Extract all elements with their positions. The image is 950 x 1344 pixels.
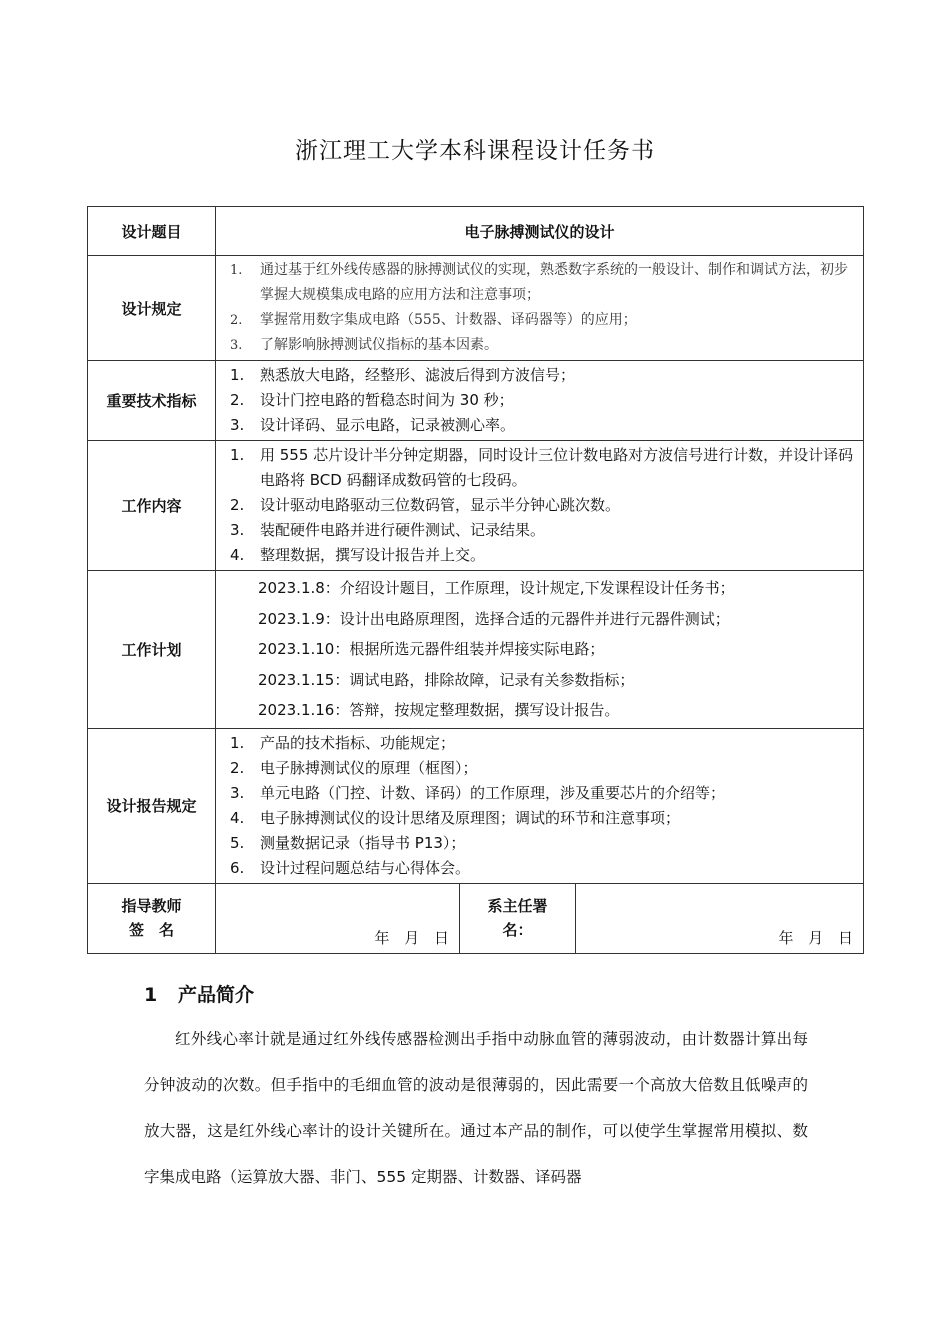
section-heading (144, 980, 254, 1007)
list-item: 2023.1.10：根据所选元器件组装并焊接实际电路； (258, 640, 605, 658)
section-number: 1 (144, 984, 158, 1006)
list-item: 3. 装配硬件电路并进行硬件测试、记录结果。 (230, 521, 546, 539)
section-title: 产品简介 (178, 984, 255, 1006)
row-specs (88, 361, 864, 441)
teacher-sign-label: 指导教师 签 名 (88, 883, 216, 953)
row-requirements (88, 256, 864, 361)
list-item: 2. 电子脉搏测试仪的原理（框图）； (230, 758, 478, 777)
plan-list (216, 571, 863, 728)
list-item: 3. 单元电路（门控、计数、译码）的工作原理，涉及重要芯片的介绍等； (230, 783, 726, 802)
specs-cell (216, 361, 864, 441)
list-item: 2023.1.16：答辩，按规定整理数据，撰写设计报告。 (258, 701, 620, 719)
paragraph: 红外线心率计就是通过红外线传感器检测出手指中动脉血管的薄弱波动，由计数器计算出每分钟波动的次数。但手指中的毛细血管的波动是很薄弱的，因此需要一个高放大倍数且低噪声的放大器，这是红外线心率计的设计关键所在。通过本产品的制作，可以使学生掌握常用模拟、数字集成电路（运算放大器、非门、555 定期器、计数器、译码器 (144, 1030, 808, 1186)
plan-cell (216, 571, 864, 729)
report-list (230, 731, 855, 881)
requirements-label: 设计规定 (88, 256, 216, 361)
dean-sign-date: 年 月 日 (778, 929, 856, 947)
report-cell (216, 728, 864, 883)
document-title: 浙江理工大学本科课程设计任务书 (295, 138, 655, 164)
row-plan (88, 571, 864, 729)
row-work (88, 441, 864, 571)
report-label: 设计报告规定 (88, 728, 216, 883)
section-body (144, 1016, 808, 1200)
specs-list (230, 363, 855, 438)
specs-label: 重要技术指标 (88, 361, 216, 441)
teacher-sign-cell (216, 883, 460, 953)
list-item: 1. 熟悉放大电路，经整形、滤波后得到方波信号； (230, 366, 576, 384)
list-item: 4. 整理数据，撰写设计报告并上交。 (230, 546, 486, 564)
topic-value: 电子脉搏测试仪的设计 (216, 207, 864, 256)
list-item: 2023.1.8：介绍设计题目，工作原理，设计规定,下发课程设计任务书； (258, 579, 735, 597)
list-item: 3. 了解影响脉搏测试仪指标的基本因素。 (230, 337, 498, 353)
list-item: 6. 设计过程问题总结与心得体会。 (230, 858, 471, 877)
task-table (87, 206, 864, 954)
row-topic (88, 207, 864, 256)
list-item: 2. 掌握常用数字集成电路（555、计数器、译码器等）的应用； (230, 312, 637, 328)
dean-sign-label: 系主任署 名： (460, 883, 576, 953)
list-item: 2. 设计驱动电路驱动三位数码管，显示半分钟心跳次数。 (230, 496, 621, 514)
list-item: 2023.1.15：调试电路，排除故障，记录有关参数指标； (258, 670, 635, 689)
list-item: 4. 电子脉搏测试仪的设计思绪及原理图；调试的环节和注意事项； (230, 808, 681, 827)
list-item: 2. 设计门控电路的暂稳态时间为 30 秒； (230, 391, 514, 409)
list-item: 2023.1.9：设计出电路原理图，选择合适的元器件并进行元器件测试； (258, 609, 730, 628)
requirements-list (230, 258, 855, 358)
list-item: 1. 产品的技术指标、功能规定； (230, 733, 456, 752)
requirements-cell (216, 256, 864, 361)
work-cell (216, 441, 864, 571)
row-signatures (88, 883, 864, 953)
plan-label: 工作计划 (88, 571, 216, 729)
list-item: 1. 通过基于红外线传感器的脉搏测试仪的实现，熟悉数字系统的一般设计、制作和调试方法，初步掌握大规模集成电路的应用方法和注意事项； (230, 262, 848, 303)
row-report (88, 728, 864, 883)
dean-sign-cell (576, 883, 864, 953)
list-item: 5. 测量数据记录（指导书 P13）； (230, 833, 466, 852)
work-list (230, 443, 855, 568)
topic-label: 设计题目 (88, 207, 216, 256)
list-item: 3. 设计译码、显示电路，记录被测心率。 (230, 416, 516, 434)
list-item: 1. 用 555 芯片设计半分钟定期器，同时设计三位计数电路对方波信号进行计数，并设计译码电路将 BCD 码翻译成数码管的七段码。 (230, 446, 854, 489)
work-label: 工作内容 (88, 441, 216, 571)
teacher-sign-date: 年 月 日 (374, 929, 451, 947)
